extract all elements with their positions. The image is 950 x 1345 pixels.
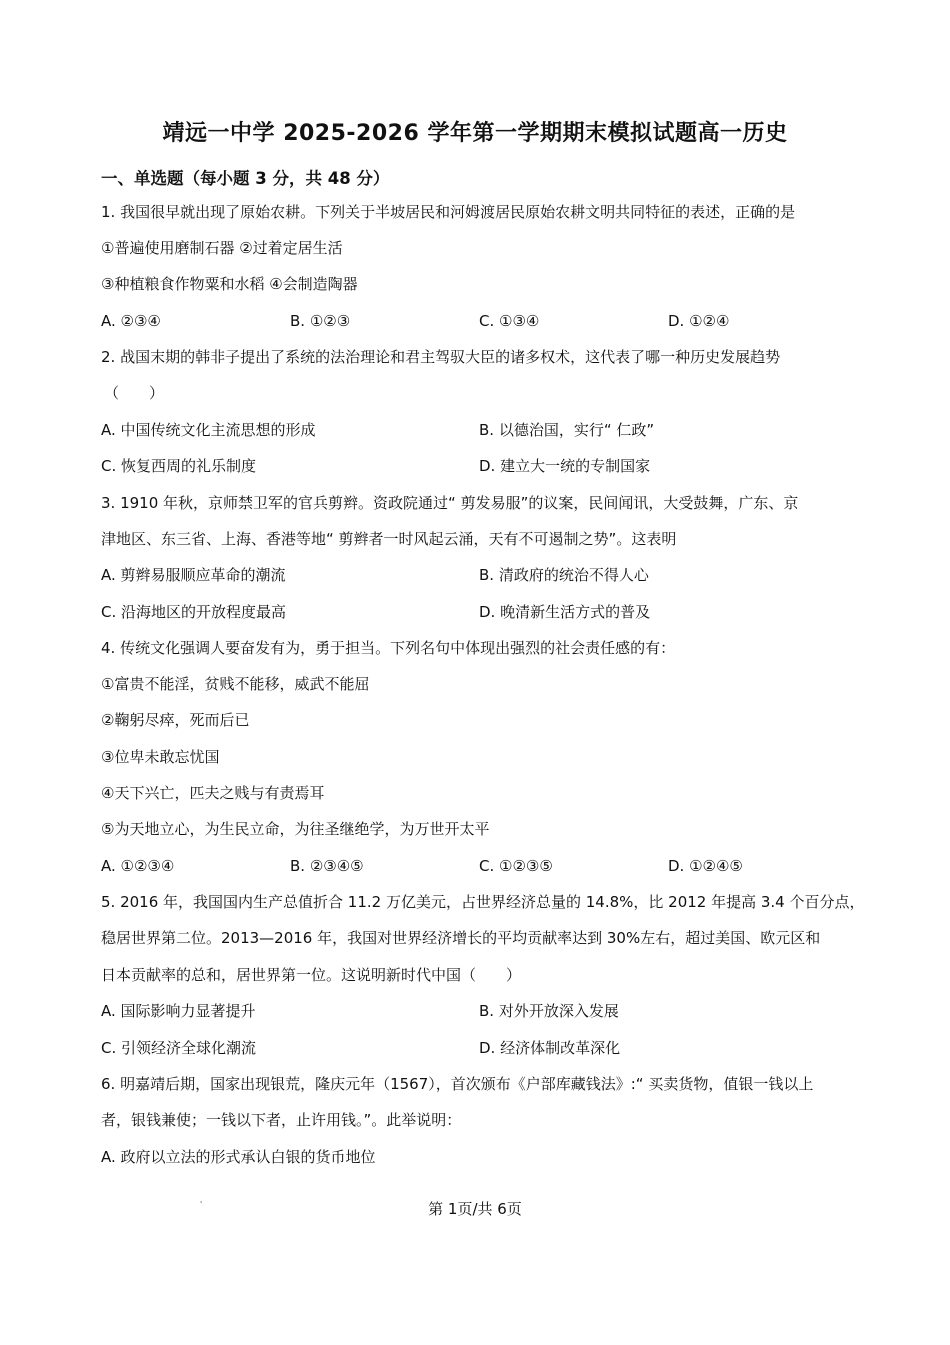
question-3-option-d: D. 晚清新生活方式的普及 — [479, 603, 651, 621]
question-4-item: ①富贵不能淫，贫贱不能移，威武不能屈 — [101, 675, 370, 693]
question-3-option-c: C. 沿海地区的开放程度最高 — [101, 603, 287, 621]
question-6-stem: 6. 明嘉靖后期，国家出现银荒，隆庆元年（1567），首次颁布《户部库藏钱法》:“ 买卖货物，值银一钱以上 — [101, 1075, 814, 1093]
question-4-item: ⑤为天地立心，为生民立命，为往圣继绝学，为万世开太平 — [101, 820, 490, 838]
question-4-option-c: C. ①②③⑤ — [479, 857, 553, 875]
question-4-item: ④天下兴亡，匹夫之贱与有责焉耳 — [101, 784, 325, 802]
question-3-stem: 津地区、东三省、上海、香港等地“ 剪辫者一时风起云涌，天有不可遏制之势”。这表明 — [101, 530, 677, 548]
question-4-option-a: A. ①②③④ — [101, 857, 175, 875]
question-6-option-a: A. 政府以立法的形式承认白银的货币地位 — [101, 1148, 376, 1166]
question-6-stem: 者，银钱兼使；一钱以下者，止许用钱。”。此举说明： — [101, 1111, 462, 1129]
question-1-item: ①普遍使用磨制石器 ②过着定居生活 — [101, 239, 343, 257]
question-2-answer-bracket: （ ） — [104, 384, 165, 402]
page-number: 第 1页/共 6页 — [428, 1200, 522, 1218]
question-4-stem: 4. 传统文化强调人要奋发有为，勇于担当。下列名句中体现出强烈的社会责任感的有： — [101, 639, 676, 657]
question-2-option-d: D. 建立大一统的专制国家 — [479, 457, 651, 475]
question-1-option-a: A. ②③④ — [101, 312, 161, 330]
question-5-option-a: A. 国际影响力显著提升 — [101, 1002, 256, 1020]
question-1-stem: 1. 我国很早就出现了原始农耕。下列关于半坡居民和河姆渡居民原始农耕文明共同特征的表述，正确的是 — [101, 203, 796, 221]
question-5-option-b: B. 对外开放深入发展 — [479, 1002, 619, 1020]
page-title: 靖远一中学 2025-2026 学年第一学期期末模拟试题高一历史 — [162, 121, 788, 146]
question-1-option-d: D. ①②④ — [668, 312, 730, 330]
question-5-stem: 日本贡献率的总和，居世界第一位。这说明新时代中国（ ） — [101, 966, 522, 984]
question-5-stem: 稳居世界第二位。2013—2016 年，我国对世界经济增长的平均贡献率达到 30%左右，超过美国、欧元区和 — [101, 929, 821, 947]
question-2-option-c: C. 恢复西周的礼乐制度 — [101, 457, 257, 475]
question-1-item: ③种植粮食作物粟和水稻 ④会制造陶器 — [101, 275, 358, 293]
question-2-option-a: A. 中国传统文化主流思想的形成 — [101, 421, 316, 439]
question-4-option-b: B. ②③④⑤ — [290, 857, 364, 875]
question-3-option-a: A. 剪辫易服顺应革命的潮流 — [101, 566, 286, 584]
stray-mark: ' — [200, 1200, 203, 1209]
question-4-option-d: D. ①②④⑤ — [668, 857, 743, 875]
question-3-stem: 3. 1910 年秋，京师禁卫军的官兵剪辫。资政院通过“ 剪发易服”的议案，民间闻讯，大受鼓舞，广东、京 — [101, 494, 799, 512]
question-1-option-c: C. ①③④ — [479, 312, 540, 330]
question-5-option-d: D. 经济体制改革深化 — [479, 1039, 621, 1057]
question-2-stem: 2. 战国末期的韩非子提出了系统的法治理论和君主驾驭大臣的诸多权术，这代表了哪一种历史发展趋势 — [101, 348, 781, 366]
question-4-item: ②鞠躬尽瘁，死而后已 — [101, 711, 250, 729]
question-2-option-b: B. 以德治国，实行“ 仁政” — [479, 421, 655, 439]
section-heading: 一、单选题（每小题 3 分，共 48 分） — [101, 169, 390, 188]
question-3-option-b: B. 清政府的统治不得人心 — [479, 566, 649, 584]
question-5-option-c: C. 引领经济全球化潮流 — [101, 1039, 257, 1057]
question-4-item: ③位卑未敢忘忧国 — [101, 748, 220, 766]
question-5-stem: 5. 2016 年，我国国内生产总值折合 11.2 万亿美元，占世界经济总量的 14.8%，比 2012 年提高 3.4 个百分点， — [101, 893, 865, 911]
question-1-option-b: B. ①②③ — [290, 312, 351, 330]
